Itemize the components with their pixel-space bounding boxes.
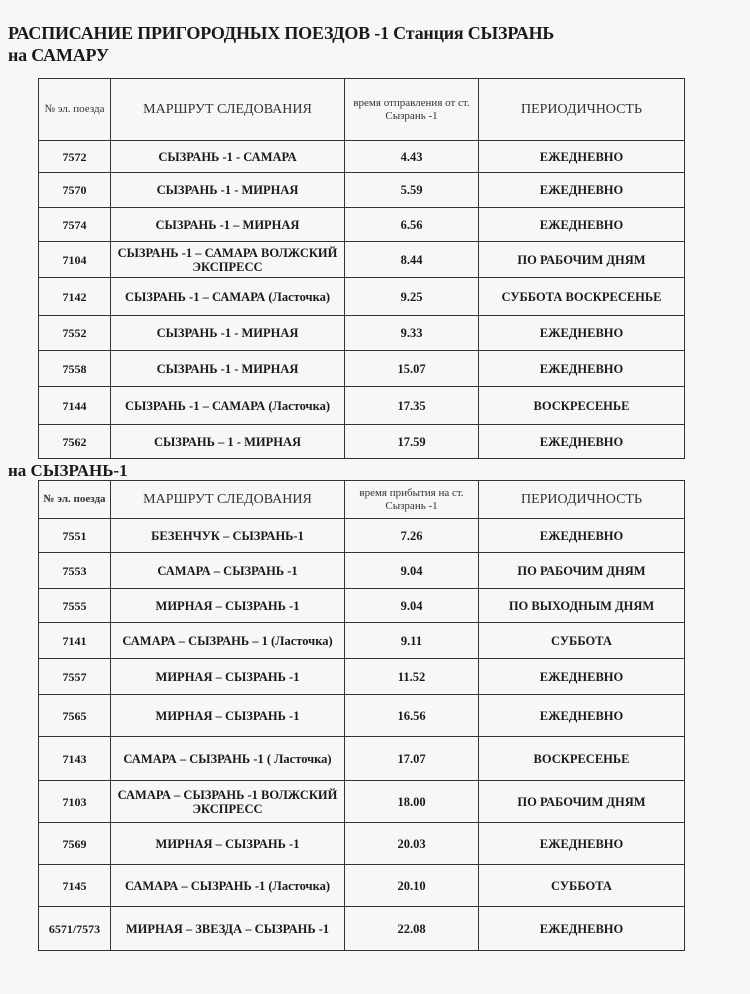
time-cell: 15.07 xyxy=(345,351,479,387)
table-row xyxy=(39,278,685,316)
route-cell: МИРНАЯ – СЫЗРАНЬ -1 xyxy=(111,589,345,623)
train-number-cell: 7551 xyxy=(39,519,111,553)
time-cell: 18.00 xyxy=(345,781,479,823)
train-number-cell: 6571/7573 xyxy=(39,907,111,951)
frequency-cell: ПО РАБОЧИМ ДНЯМ xyxy=(479,781,685,823)
table-row xyxy=(39,141,685,173)
train-number-cell: 7141 xyxy=(39,623,111,659)
time-cell: 9.25 xyxy=(345,278,479,316)
frequency-cell: ВОСКРЕСЕНЬЕ xyxy=(479,387,685,425)
frequency-cell: СУББОТА ВОСКРЕСЕНЬЕ xyxy=(479,278,685,316)
arrivals-body xyxy=(39,519,685,951)
frequency-cell: СУББОТА xyxy=(479,623,685,659)
table-row xyxy=(39,623,685,659)
route-cell: САМАРА – СЫЗРАНЬ – 1 (Ласточка) xyxy=(111,623,345,659)
frequency-cell: ЕЖЕДНЕВНО xyxy=(479,425,685,459)
frequency-cell: ЕЖЕДНЕВНО xyxy=(479,316,685,351)
train-number-cell: 7565 xyxy=(39,695,111,737)
route-cell: САМАРА – СЫЗРАНЬ -1 xyxy=(111,553,345,589)
table-row xyxy=(39,865,685,907)
frequency-cell: ЕЖЕДНЕВНО xyxy=(479,823,685,865)
train-number-cell: 7562 xyxy=(39,425,111,459)
page-title xyxy=(8,22,708,66)
frequency-cell: ВОСКРЕСЕНЬЕ xyxy=(479,737,685,781)
header-route: МАРШРУТ СЛЕДОВАНИЯ xyxy=(111,481,345,519)
header-route: МАРШРУТ СЛЕДОВАНИЯ xyxy=(111,79,345,141)
departures-table xyxy=(38,78,685,459)
header-frequency: ПЕРИОДИЧНОСТЬ xyxy=(479,79,685,141)
table-row xyxy=(39,695,685,737)
train-number-cell: 7145 xyxy=(39,865,111,907)
route-cell: СЫЗРАНЬ – 1 - МИРНАЯ xyxy=(111,425,345,459)
train-number-cell: 7143 xyxy=(39,737,111,781)
title-line-2: на САМАРУ xyxy=(8,45,109,65)
table-row xyxy=(39,823,685,865)
table-row xyxy=(39,519,685,553)
arrivals-header-row xyxy=(39,481,685,519)
time-cell: 20.03 xyxy=(345,823,479,865)
route-cell: МИРНАЯ – СЫЗРАНЬ -1 xyxy=(111,695,345,737)
route-cell: СЫЗРАНЬ -1 – САМАРА (Ласточка) xyxy=(111,278,345,316)
frequency-cell: ЕЖЕДНЕВНО xyxy=(479,208,685,242)
frequency-cell: ЕЖЕДНЕВНО xyxy=(479,695,685,737)
departures-body xyxy=(39,141,685,459)
time-cell: 9.33 xyxy=(345,316,479,351)
time-cell: 4.43 xyxy=(345,141,479,173)
frequency-cell: ЕЖЕДНЕВНО xyxy=(479,519,685,553)
time-cell: 17.59 xyxy=(345,425,479,459)
time-cell: 9.04 xyxy=(345,553,479,589)
train-number-cell: 7555 xyxy=(39,589,111,623)
table-row xyxy=(39,425,685,459)
table-row xyxy=(39,351,685,387)
frequency-cell: ЕЖЕДНЕВНО xyxy=(479,173,685,208)
train-number-cell: 7553 xyxy=(39,553,111,589)
train-number-cell: 7558 xyxy=(39,351,111,387)
time-cell: 11.52 xyxy=(345,659,479,695)
table-row xyxy=(39,907,685,951)
route-cell: СЫЗРАНЬ -1 – САМАРА (Ласточка) xyxy=(111,387,345,425)
route-cell: СЫЗРАНЬ -1 – САМАРА ВОЛЖСКИЙ ЭКСПРЕСС xyxy=(111,242,345,278)
route-cell: СЫЗРАНЬ -1 - МИРНАЯ xyxy=(111,351,345,387)
arrivals-table xyxy=(38,480,685,951)
title-line-1: РАСПИСАНИЕ ПРИГОРОДНЫХ ПОЕЗДОВ -1 Станция СЫЗРАНЬ xyxy=(8,23,555,43)
table-row xyxy=(39,553,685,589)
train-number-cell: 7572 xyxy=(39,141,111,173)
train-number-cell: 7574 xyxy=(39,208,111,242)
train-number-cell: 7142 xyxy=(39,278,111,316)
time-cell: 8.44 xyxy=(345,242,479,278)
header-time: время отправления от ст. Сызрань -1 xyxy=(345,79,479,141)
table-row xyxy=(39,659,685,695)
route-cell: СЫЗРАНЬ -1 - МИРНАЯ xyxy=(111,316,345,351)
route-cell: САМАРА – СЫЗРАНЬ -1 (Ласточка) xyxy=(111,865,345,907)
frequency-cell: ЕЖЕДНЕВНО xyxy=(479,659,685,695)
frequency-cell: СУББОТА xyxy=(479,865,685,907)
train-number-cell: 7144 xyxy=(39,387,111,425)
route-cell: СЫЗРАНЬ -1 - МИРНАЯ xyxy=(111,173,345,208)
time-cell: 17.35 xyxy=(345,387,479,425)
table-row xyxy=(39,208,685,242)
frequency-cell: ЕЖЕДНЕВНО xyxy=(479,141,685,173)
time-cell: 20.10 xyxy=(345,865,479,907)
table-row xyxy=(39,387,685,425)
header-time: время прибытия на ст. Сызрань -1 xyxy=(345,481,479,519)
header-train-no: № эл. поезда xyxy=(39,481,111,519)
header-train-no: № эл. поезда xyxy=(39,79,111,141)
route-cell: МИРНАЯ – СЫЗРАНЬ -1 xyxy=(111,823,345,865)
train-number-cell: 7570 xyxy=(39,173,111,208)
table-row xyxy=(39,316,685,351)
table-row xyxy=(39,173,685,208)
time-cell: 17.07 xyxy=(345,737,479,781)
time-cell: 22.08 xyxy=(345,907,479,951)
arrivals-section-label: на СЫЗРАНЬ-1 xyxy=(8,461,128,480)
train-number-cell: 7104 xyxy=(39,242,111,278)
frequency-cell: ПО ВЫХОДНЫМ ДНЯМ xyxy=(479,589,685,623)
table-row xyxy=(39,737,685,781)
time-cell: 7.26 xyxy=(345,519,479,553)
train-number-cell: 7552 xyxy=(39,316,111,351)
time-cell: 9.11 xyxy=(345,623,479,659)
route-cell: СЫЗРАНЬ -1 - САМАРА xyxy=(111,141,345,173)
train-number-cell: 7103 xyxy=(39,781,111,823)
table-row xyxy=(39,781,685,823)
route-cell: СЫЗРАНЬ -1 – МИРНАЯ xyxy=(111,208,345,242)
frequency-cell: ЕЖЕДНЕВНО xyxy=(479,907,685,951)
route-cell: МИРНАЯ – ЗВЕЗДА – СЫЗРАНЬ -1 xyxy=(111,907,345,951)
train-number-cell: 7569 xyxy=(39,823,111,865)
train-number-cell: 7557 xyxy=(39,659,111,695)
route-cell: САМАРА – СЫЗРАНЬ -1 ВОЛЖСКИЙ ЭКСПРЕСС xyxy=(111,781,345,823)
time-cell: 16.56 xyxy=(345,695,479,737)
departures-header-row xyxy=(39,79,685,141)
time-cell: 5.59 xyxy=(345,173,479,208)
frequency-cell: ЕЖЕДНЕВНО xyxy=(479,351,685,387)
route-cell: САМАРА – СЫЗРАНЬ -1 ( Ласточка) xyxy=(111,737,345,781)
table-row xyxy=(39,589,685,623)
route-cell: БЕЗЕНЧУК – СЫЗРАНЬ-1 xyxy=(111,519,345,553)
frequency-cell: ПО РАБОЧИМ ДНЯМ xyxy=(479,553,685,589)
table-row xyxy=(39,242,685,278)
time-cell: 6.56 xyxy=(345,208,479,242)
route-cell: МИРНАЯ – СЫЗРАНЬ -1 xyxy=(111,659,345,695)
header-frequency: ПЕРИОДИЧНОСТЬ xyxy=(479,481,685,519)
time-cell: 9.04 xyxy=(345,589,479,623)
frequency-cell: ПО РАБОЧИМ ДНЯМ xyxy=(479,242,685,278)
